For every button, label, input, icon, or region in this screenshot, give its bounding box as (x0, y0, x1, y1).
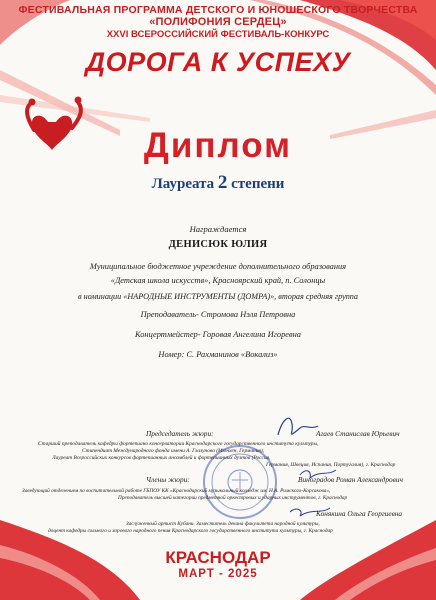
chair-signature (278, 418, 318, 435)
institution-line-2: «Детская школа искусств», Красноярский край, п. Солонцы (110, 276, 326, 285)
contest-title: ДОРОГА К УСПЕХУ (85, 47, 351, 77)
footer-city: КРАСНОДАР (165, 548, 271, 567)
chair-label: Председатель жюри: (146, 429, 214, 438)
member2-name: Конякина Ольга Георгиевна (316, 509, 403, 518)
member2-desc-2: доцент кафедры сольного и хорового народного пения Краснодарского государственного института культуры, г. Краснодар (48, 528, 333, 534)
teacher-line: Преподаватель- Стромова Нэля Петровна (140, 310, 296, 319)
festival-program-line: ФЕСТИВАЛЬНАЯ ПРОГРАММА ДЕТСКОГО И ЮНОШЕСКОГО ТВОРЧЕСТВА (18, 4, 418, 16)
nomination-line: в номинации «НАРОДНЫЕ ИНСТРУМЕНТЫ (ДОМРА)», вторая средняя группа (78, 292, 358, 301)
degree-number: 2 (217, 172, 228, 193)
chair-desc-4: Германия, Швеция, Испания, Португалия), г. Краснодар (266, 462, 396, 468)
chair-desc-1: Старший преподаватель кафедры фортепиано консерватории Краснодарского государственного института культуры, (38, 441, 319, 447)
member1-desc-2: Преподаватель высшей категории предметной оркестровых и ударных инструментов, г. Краснодар (118, 495, 348, 501)
festival-name-line: «ПОЛИФОНИЯ СЕРДЕЦ» (149, 16, 287, 28)
member2-desc-1: Заслуженный артист Кубани. Заместитель декана факультета народной культуры, (126, 521, 320, 527)
piece-line: Номер: С. Рахманинов «Вокализ» (158, 350, 278, 359)
member1-name: Виноградов Роман Александрович (298, 475, 403, 484)
contest-line: XXVI ВСЕРОССИЙСКИЙ ФЕСТИВАЛЬ-КОНКУРС (106, 29, 330, 40)
degree-prefix: Лауреата (151, 176, 215, 192)
members-label: Члены жюри: (146, 475, 190, 484)
member1-desc-1: Заведующий отделением по воспитательной работе ГБПОУ КК «Краснодарский музыкальный колледж им. Н.А. Римского-Корсакова», (22, 488, 331, 494)
degree-line (0, 172, 436, 194)
degree-suffix: степени (231, 176, 285, 192)
chair-desc-3: Лауреат Всероссийских конкурсов фортепианных ансамблей и фортепианных дуэтов (Россия, (52, 455, 271, 461)
diploma-title: Диплом (143, 126, 293, 165)
footer-date: МАРТ - 2025 (178, 568, 258, 580)
institution-line-1: Муниципальное бюджетное учреждение дополнительного образования (89, 262, 347, 271)
recipient-name: ДЕНИСЮК ЮЛИЯ (168, 239, 268, 250)
awarded-label: Награждается (189, 224, 247, 234)
concertmaster-line: Концертмейстер- Горовая Ангелина Игоревна (135, 330, 301, 339)
chair-name: Агаев Станислав Юрьевич (316, 429, 400, 438)
chair-desc-2: Стипендиат Международного фонда имени А. Глазунова (Мюнхен, Германия), (82, 448, 265, 454)
